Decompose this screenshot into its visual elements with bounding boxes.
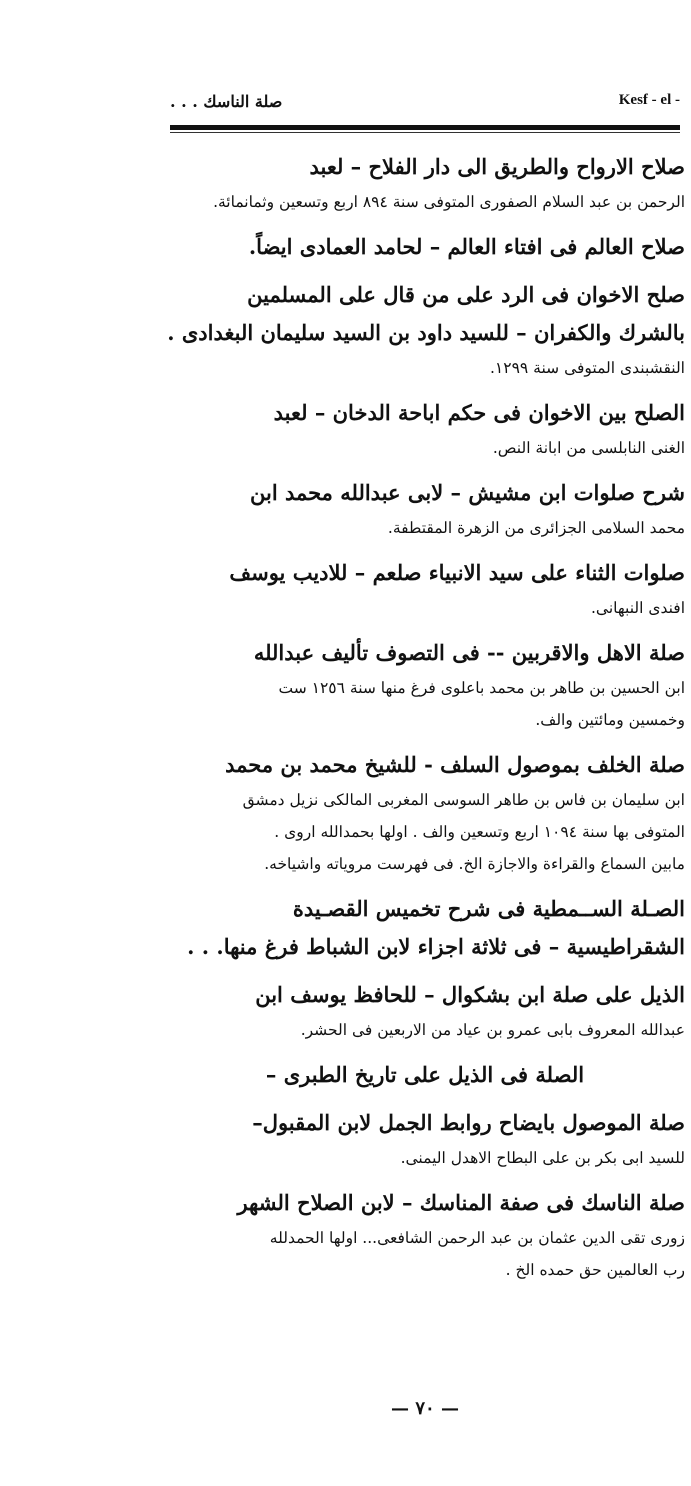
running-header-section: Kesf - el -	[618, 92, 680, 108]
entry-text-line: عبدالله المعروف بابى عمرو بن عياد من الاربعين فى الحشر.	[300, 1021, 685, 1039]
entry-text-line: محمد السلامى الجزائرى من الزهرة المقتطفة.	[387, 519, 685, 537]
entry-title-line: صلة الموصول بايضاح روابط الجمل لابن المقبول–	[252, 1110, 685, 1135]
bibliography-entry	[165, 1056, 685, 1094]
entry-title-line: صلح الاخوان فى الرد على من قال على المسلمين	[247, 282, 685, 307]
entry-title-line: الذيل على صلة ابن بشكوال – للحافظ يوسف ابن	[255, 982, 685, 1007]
bibliography-entry	[165, 634, 685, 736]
bibliography-entry	[165, 554, 685, 624]
bibliography-entry	[165, 976, 685, 1046]
entry-text-line: النقشبندى المتوفى سنة ١٢٩٩.	[489, 359, 685, 377]
entry-title-line: شرح صلوات ابن مشيش – لابى عبدالله محمد ابن	[249, 480, 685, 505]
entry-text-line: رب العالمين حق حمده الخ .	[505, 1261, 685, 1279]
bibliography-entry	[165, 148, 685, 218]
header-rule-thin	[170, 132, 680, 133]
entry-title-line: صلاح العالم فى افتاء العالم – لحامد العمادى ايضاً.	[248, 234, 685, 259]
entry-title-line: الصلح بين الاخوان فى حكم اباحة الدخان – لعبد	[273, 400, 685, 425]
entry-text-line: افندى النبهانى.	[591, 599, 685, 617]
bibliography-entry	[165, 228, 685, 266]
entry-text-line: وخمسين ومائتين والف.	[535, 711, 685, 729]
entry-text-line: مابين السماع والقراءة والاجازة الخ. فى فهرست مروياته واشياخه.	[264, 855, 685, 873]
entry-text-line: الغنى النابلسى من ابانة النص.	[492, 439, 685, 457]
entries-list	[165, 148, 685, 1296]
bibliography-entry	[165, 276, 685, 384]
bibliography-entry	[165, 746, 685, 880]
bibliography-entry	[165, 394, 685, 464]
bibliography-entry	[165, 474, 685, 544]
entry-text-line: الرحمن بن عبد السلام الصفورى المتوفى سنة ٨٩٤ اربع وتسعين وثمانمائة.	[213, 193, 685, 211]
entry-title-line: صلوات الثناء على سيد الانبياء صلعم – للاديب يوسف	[229, 560, 685, 585]
running-header	[170, 92, 680, 116]
page-number: — ٧٠ —	[391, 1398, 459, 1419]
bibliography-entry	[165, 1184, 685, 1286]
entry-text-line: المتوفى بها سنة ١٠٩٤ اربع وتسعين والف . اولها بحمدالله اروى .	[274, 823, 685, 841]
bibliography-entry	[165, 890, 685, 966]
entry-title-line: الصلة فى الذيل على تاريخ الطبرى –	[265, 1062, 585, 1087]
entry-title-line: صلاح الارواح والطريق الى دار الفلاح – لعبد	[309, 154, 685, 179]
entry-text-line: ابن سليمان بن فاس بن طاهر السوسى المغربى المالكى نزيل دمشق	[242, 791, 685, 809]
running-header-title: صلة الناسك . . .	[170, 92, 283, 111]
entry-text-line: الشقراطيسية – فى ثلاثة اجزاء لابن الشباط فرغ منها. . .	[187, 934, 685, 959]
entry-title-line: صلة الناسك فى صفة المناسك – لابن الصلاح الشهر	[237, 1190, 685, 1215]
entry-text-line: ابن الحسين بن طاهر بن محمد باعلوى فرغ منها سنة ١٢٥٦ ست	[278, 679, 685, 697]
entry-text-line: للسيد ابى بكر بن على البطاح الاهدل اليمنى.	[400, 1149, 685, 1167]
entry-title-line: صلة الخلف بموصول السلف - للشيخ محمد بن محمد	[225, 752, 685, 777]
entry-title-line: صلة الاهل والاقربين -- فى التصوف تأليف عبدالله	[253, 640, 685, 665]
header-rule	[170, 125, 680, 130]
entry-text-line: بالشرك والكفران – للسيد داود بن السيد سليمان البغدادى .	[167, 320, 685, 345]
entry-title-line: الصـلة الســمطية فى شرح تخميس القصـيدة	[292, 896, 685, 921]
entry-text-line: زورى تقى الدين عثمان بن عبد الرحمن الشافعى... اولها الحمدلله	[269, 1229, 685, 1247]
bibliography-entry	[165, 1104, 685, 1174]
